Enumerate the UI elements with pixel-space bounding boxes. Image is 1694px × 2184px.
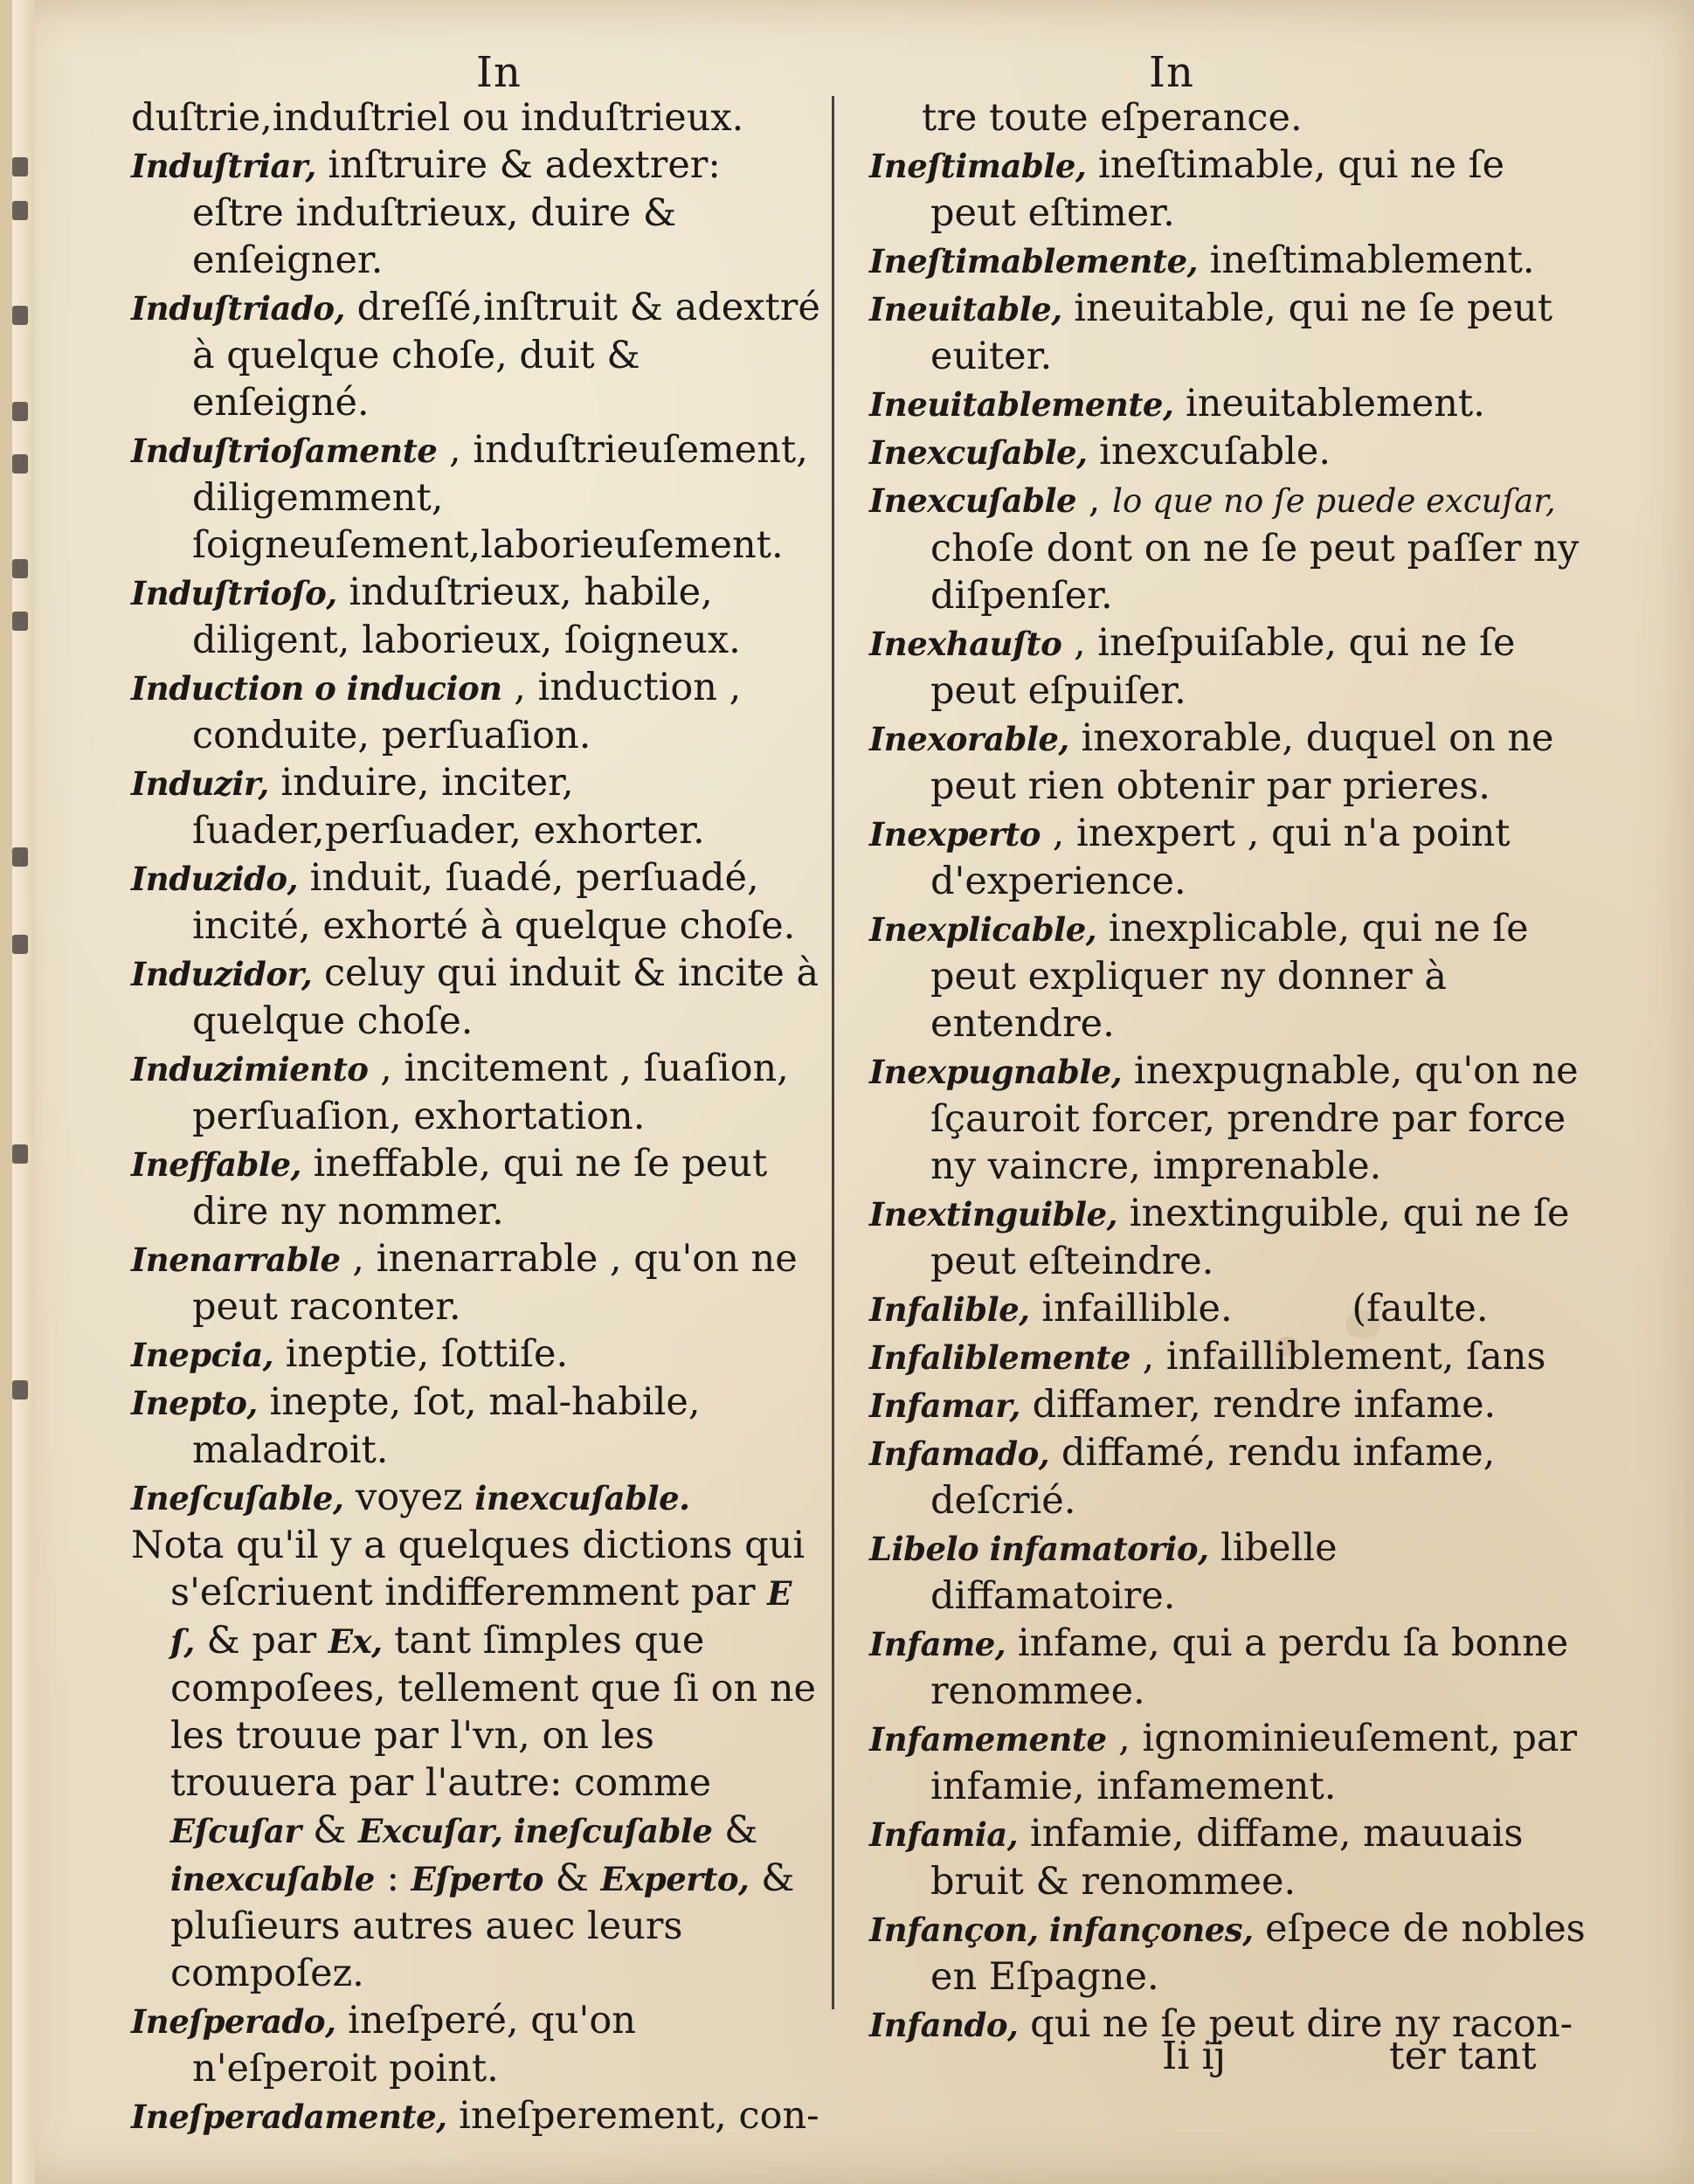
definition: eſpece de nobles en Eſpagne. xyxy=(930,1907,1586,1999)
bleed-through-mark xyxy=(12,1144,28,1164)
bleed-through-mark xyxy=(12,157,28,176)
headword: Induſtriar, xyxy=(131,147,316,185)
definition: diffamé, rendu infame, deſcrié. xyxy=(930,1431,1496,1523)
headword: Inexperto xyxy=(869,815,1041,854)
dictionary-entry xyxy=(869,1810,1586,1905)
headword: Inexcuſable, xyxy=(869,433,1088,472)
headword: Ineffable, xyxy=(131,1145,301,1184)
dictionary-entry xyxy=(131,284,821,426)
headword: Inexplicable, xyxy=(869,910,1097,949)
definition: induit, ſuadé, perſuadé, incité, exhorté à quelque choſe. xyxy=(192,856,796,948)
headword: Infamia, xyxy=(869,1815,1019,1854)
dictionary-entry xyxy=(131,664,821,759)
dictionary-entry xyxy=(131,142,821,284)
definition: ineptie, ſottiſe. xyxy=(273,1332,569,1376)
dictionary-entry xyxy=(869,285,1586,380)
bleed-through-mark xyxy=(12,612,28,631)
definition: , inenarrable , qu'on ne peut raconter. xyxy=(192,1237,798,1329)
page-gutter xyxy=(12,0,35,2184)
nota-example: Ex, xyxy=(328,1622,383,1661)
nota-paragraph xyxy=(131,1522,821,1997)
definition: libelle diffamatoire. xyxy=(930,1526,1338,1618)
definition: ineſtimablement. xyxy=(1198,238,1535,282)
definition: ineuitablement. xyxy=(1173,382,1485,425)
dictionary-entry xyxy=(131,1330,821,1379)
nota-text: : xyxy=(374,1856,411,1900)
headword: Infame, xyxy=(869,1625,1006,1663)
dictionary-entry xyxy=(131,1140,821,1235)
headword: Infalible, xyxy=(869,1290,1030,1329)
headword: Ineſperado, xyxy=(131,2002,336,2041)
signature-mark: Ii ij xyxy=(1162,2034,1227,2078)
definition: inepte, ſot, mal-habile, maladroit. xyxy=(192,1380,701,1472)
dictionary-entry xyxy=(131,426,821,569)
definition: , ineſpuiſable, qui ne ſe peut eſpuiſer. xyxy=(930,621,1516,713)
dictionary-entry xyxy=(869,1285,1586,1333)
dictionary-entry xyxy=(131,1474,821,1522)
dictionary-entry xyxy=(869,1190,1586,1285)
headword: Induzir, xyxy=(131,764,269,803)
headword: Induzimiento xyxy=(131,1050,369,1089)
definition: diffamer, rendre infame. xyxy=(1020,1383,1497,1427)
nota-example: Experto, xyxy=(600,1860,750,1898)
spanish-gloss: lo que no ſe puede excuſar, xyxy=(1112,482,1556,520)
headword: Induſtrioſamente xyxy=(131,432,438,470)
definition: inſtruire & adextrer: eſtre induſtrieux, duire & enſeigner. xyxy=(192,143,721,282)
definition: , incitement , ſuaſion, perſuaſion, exhortation. xyxy=(192,1047,789,1138)
headword: Ineuitable, xyxy=(869,290,1062,328)
headword: Induzidor, xyxy=(131,955,313,993)
dictionary-entry xyxy=(131,854,821,950)
dictionary-entry xyxy=(869,142,1586,237)
headword: Inepto, xyxy=(131,1384,258,1422)
headword: Induſtrioſo, xyxy=(131,574,337,612)
bleed-through-mark xyxy=(12,935,28,954)
cross-reference: inexcuſable. xyxy=(474,1479,690,1517)
nota-text: & par xyxy=(194,1619,328,1662)
dictionary-entry xyxy=(131,1379,821,1474)
headword: Induſtriado, xyxy=(131,289,345,328)
definition: , infailliblement, ſans xyxy=(1130,1335,1546,1379)
definition: , ignominieuſement, par infamie, infamement. xyxy=(930,1717,1578,1808)
dictionary-entry xyxy=(131,1045,821,1140)
dictionary-entry xyxy=(869,715,1586,810)
nota-text: & pluſieurs autres auec leurs compoſez. xyxy=(170,1856,795,1995)
dictionary-entry xyxy=(869,1333,1586,1381)
definition: dreſſé,inſtruit & adextré à quelque choſe, duit & enſeigné. xyxy=(192,286,820,425)
definition: induſtrieux, habile, diligent, laborieux, ſoigneux. xyxy=(192,570,741,662)
bleed-through-mark xyxy=(12,201,28,220)
headword: Infando, xyxy=(869,2006,1019,2044)
definition: , inexpert , qui n'a point d'experience. xyxy=(930,812,1511,903)
headword: Inepcia, xyxy=(131,1336,274,1374)
headword: Infaliblemente xyxy=(869,1338,1130,1377)
headword: Induzido, xyxy=(131,860,298,898)
dictionary-entry xyxy=(869,1715,1586,1810)
running-head-right: In xyxy=(1149,48,1194,97)
nota-text: tant ſimples que compoſees, tellement que ſi on ne les trouue par l'vn, on les trouuera par l'autre: comme xyxy=(170,1619,816,1805)
headword: Ineſcuſable, xyxy=(131,1479,344,1517)
nota-example: Eſperto xyxy=(411,1860,543,1898)
dictionary-entry xyxy=(869,810,1586,905)
nota-example: E ſ, xyxy=(170,1574,792,1661)
dictionary-entry xyxy=(869,1620,1586,1715)
dictionary-entry xyxy=(869,619,1586,715)
definition: ineſperement, con- xyxy=(446,2094,819,2138)
running-head-left: In xyxy=(476,48,522,97)
headword: Ineſtimablemente, xyxy=(869,242,1199,280)
definition: celuy qui induit & incite à quelque choſe. xyxy=(192,951,819,1043)
definition: , xyxy=(1076,478,1113,522)
definition: voyez xyxy=(343,1476,475,1519)
definition: induire, inciter, ſuader,perſuader, exhorter. xyxy=(192,761,705,853)
dictionary-entry xyxy=(869,380,1586,428)
nota-text: Nota qu'il y a quelques dictions qui s'eſcriuent indifferemment par xyxy=(131,1524,806,1614)
definition: inexorable, duquel on ne peut rien obtenir par prieres. xyxy=(930,716,1554,808)
headword: Inexorable, xyxy=(869,720,1069,758)
dictionary-entry xyxy=(869,476,1586,619)
dictionary-entry xyxy=(131,1235,821,1330)
dictionary-entry xyxy=(131,569,821,664)
dictionary-entry xyxy=(869,1047,1586,1190)
nota-text: & xyxy=(712,1808,758,1852)
dictionary-entry xyxy=(869,1524,1586,1620)
definition: infaillible. (faulte. xyxy=(1029,1287,1489,1330)
bleed-through-mark xyxy=(12,559,28,578)
dictionary-entry xyxy=(869,1905,1586,2001)
definition: infame, qui a perdu ſa bonne renommee. xyxy=(930,1621,1569,1713)
dictionary-entry xyxy=(869,1429,1586,1524)
headword: Inexcuſable xyxy=(869,481,1077,520)
dictionary-entry xyxy=(869,237,1586,285)
definition: ineuitable, qui ne ſe peut euiter. xyxy=(930,287,1553,378)
definition: choſe dont on ne ſe peut paſſer ny diſpenſer. xyxy=(930,527,1580,618)
headword: Inexhauſto xyxy=(869,625,1062,663)
headword: Infamado, xyxy=(869,1434,1050,1473)
headword: Ineuitablemente, xyxy=(869,385,1174,424)
left-column xyxy=(131,94,821,2140)
headword: Infamar, xyxy=(869,1386,1020,1425)
definition: qui ne ſe peut dire ny racon- xyxy=(1018,2002,1573,2046)
dictionary-entry xyxy=(131,759,821,854)
definition: inextinguible, qui ne ſe peut eſteindre. xyxy=(930,1192,1570,1283)
bleed-through-mark xyxy=(12,402,28,421)
dictionary-entry xyxy=(131,2092,821,2140)
right-column xyxy=(869,94,1586,2049)
headword: Ineſperadamente, xyxy=(131,2098,447,2136)
definition: inexcuſable. xyxy=(1087,430,1331,473)
bleed-through-mark xyxy=(12,1380,28,1400)
nota-example: Eſcuſar xyxy=(170,1812,301,1850)
headword: Infamemente xyxy=(869,1720,1107,1759)
bleed-through-mark xyxy=(12,847,28,867)
dictionary-entry xyxy=(131,950,821,1045)
catchword: ter tant xyxy=(1389,2034,1537,2078)
column-rule xyxy=(832,96,834,2009)
headword: Inextinguible, xyxy=(869,1195,1118,1234)
dictionary-entry xyxy=(869,1381,1586,1429)
definition: , induction , conduite, perſuaſion. xyxy=(192,666,742,757)
continued-entry: tre toute eſperance. xyxy=(922,96,1303,140)
headword: Ineſtimable, xyxy=(869,147,1087,185)
definition: ineffable, qui ne ſe peut dire ny nommer. xyxy=(192,1142,768,1234)
definition: infamie, diffame, mauuais bruit & renommee. xyxy=(930,1812,1524,1904)
nota-text: & xyxy=(301,1808,359,1852)
dictionary-entry xyxy=(131,1997,821,2092)
headword: Infançon, infançones, xyxy=(869,1911,1254,1949)
definition: , induſtrieuſement, diligemment, ſoigneuſement,laborieuſement. xyxy=(192,428,808,567)
headword: Libelo infamatorio, xyxy=(869,1530,1209,1568)
nota-example: Excuſar, ineſcuſable xyxy=(358,1812,713,1850)
dictionary-entry xyxy=(869,428,1586,476)
dictionary-entry xyxy=(869,905,1586,1047)
bleed-through-mark xyxy=(12,306,28,325)
headword: Induction o inducion xyxy=(131,669,502,708)
headword: Inexpugnable, xyxy=(869,1053,1123,1091)
nota-text: & xyxy=(543,1856,601,1900)
definition: ineſtimable, qui ne ſe peut eſtimer. xyxy=(930,143,1505,235)
nota-example: inexcuſable xyxy=(170,1860,375,1898)
headword: Inenarrable xyxy=(131,1241,341,1279)
continued-entry: duſtrie,induſtriel ou induſtrieux. xyxy=(131,96,744,140)
bleed-through-mark xyxy=(12,454,28,473)
definition: ineſperé, qu'on n'eſperoit point. xyxy=(192,1999,636,2091)
definition: inexplicable, qui ne ſe peut expliquer ny donner à entendre. xyxy=(930,907,1529,1046)
definition: inexpugnable, qu'on ne ſçauroit forcer, prendre par force ny vaincre, imprenable. xyxy=(930,1049,1579,1188)
